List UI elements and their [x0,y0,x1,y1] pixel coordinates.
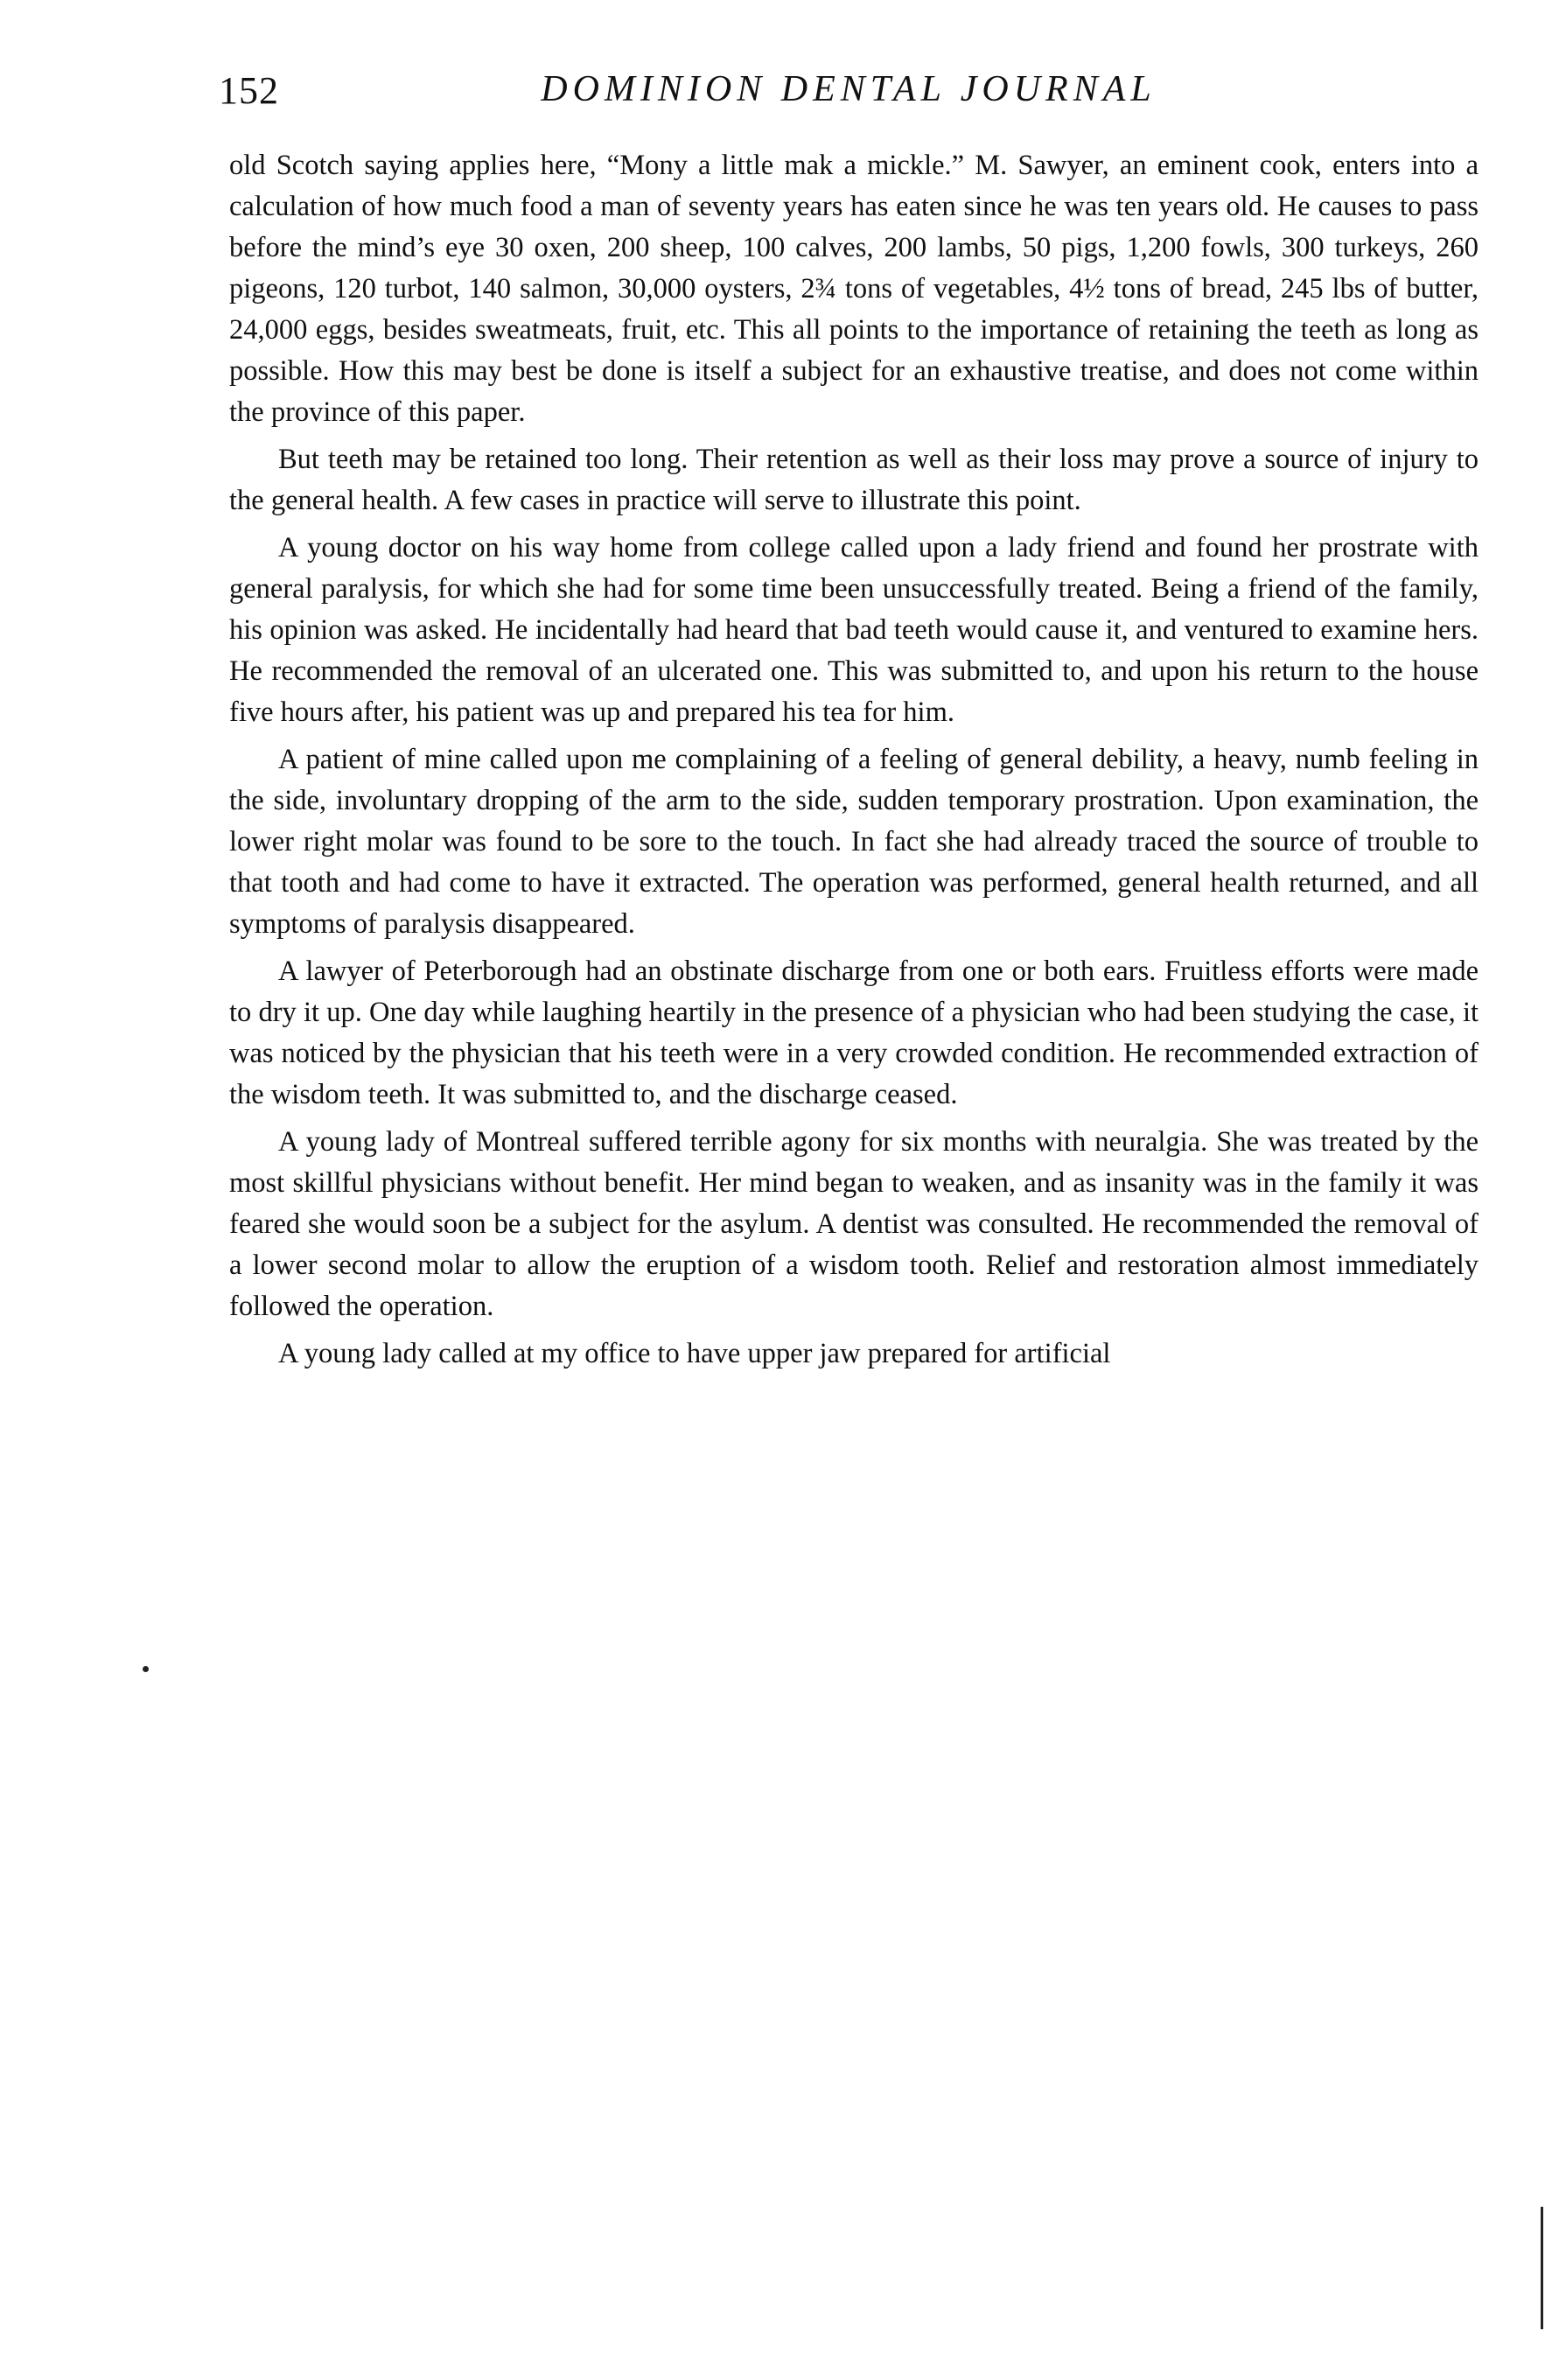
page-header [219,68,1479,121]
paragraph-case-debility: A patient of mine called upon me complaining of a feeling of general debility, a heavy, numb feeling in the side, involuntary dropping of the arm to the side, sudden temporary prostration. Upon examination, the lower right molar was found to be sore to the touch. In fact she had already traced the source of trouble to that tooth and had come to have it extracted. The operation was performed, general health returned, and all symptoms of paralysis disappeared. [229,744,1479,940]
margin-speck [143,1666,149,1672]
paragraph-case-artificial: A young lady called at my office to have upper jaw prepared for artificial [278,1338,1111,1369]
running-title: DOMINION DENTAL JOURNAL [541,69,1157,109]
paragraph-continuation: old Scotch saying applies here, “Mony a little mak a mickle.” M. Sawyer, an eminent cook, enters into a calculation of how much food a man of seventy years has eaten since he was ten years old. He causes to pass before the mind’s eye 30 oxen, 200 sheep, 100 calves, 200 lambs, 50 pigs, 1,200 fowls, 300 turkeys, 260 pigeons, 120 turbot, 140 salmon, 30,000 oysters, 2¾ tons of vegetables, 4½ tons of bread, 245 lbs of butter, 24,000 eggs, besides sweatmeats, fruit, etc. This all points to the importance of retaining the teeth as long as possible. How this may best be done is itself a subject for an exhaustive treatise, and does not come within the province of this paper. [229,150,1479,428]
paragraph-teeth-retained: But teeth may be retained too long. Their retention as well as their loss may prove a source of injury to the general health. A few cases in practice will serve to illustrate this point. [229,444,1479,516]
article-body [229,145,1479,1381]
margin-edge-mark [1541,2207,1543,2329]
paragraph-case-paralysis: A young doctor on his way home from college called upon a lady friend and found her prostrate with general paralysis, for which she had for some time been unsuccessfully treated. Being a friend of the family, his opinion was asked. He incidentally had heard that bad teeth would cause it, and ventured to examine hers. He recommended the removal of an ulcerated one. This was submitted to, and upon his return to the house five hours after, his patient was up and prepared his tea for him. [229,532,1479,728]
page-number: 152 [219,69,279,112]
paragraph-case-lawyer: A lawyer of Peterborough had an obstinate discharge from one or both ears. Fruitless efforts were made to dry it up. One day while laughing heartily in the presence of a physician who had been studying the case, it was noticed by the physician that his teeth were in a very crowded condition. He recommended extraction of the wisdom teeth. It was submitted to, and the discharge ceased. [229,956,1479,1110]
paragraph-case-neuralgia: A young lady of Montreal suffered terrible agony for six months with neuralgia. She was treated by the most skillful physicians without benefit. Her mind began to weaken, and as insanity was in the family it was feared she would soon be a subject for the asylum. A dentist was consulted. He recommended the removal of a lower second molar to allow the eruption of a wisdom tooth. Relief and restoration almost immediately followed the operation. [229,1126,1479,1322]
